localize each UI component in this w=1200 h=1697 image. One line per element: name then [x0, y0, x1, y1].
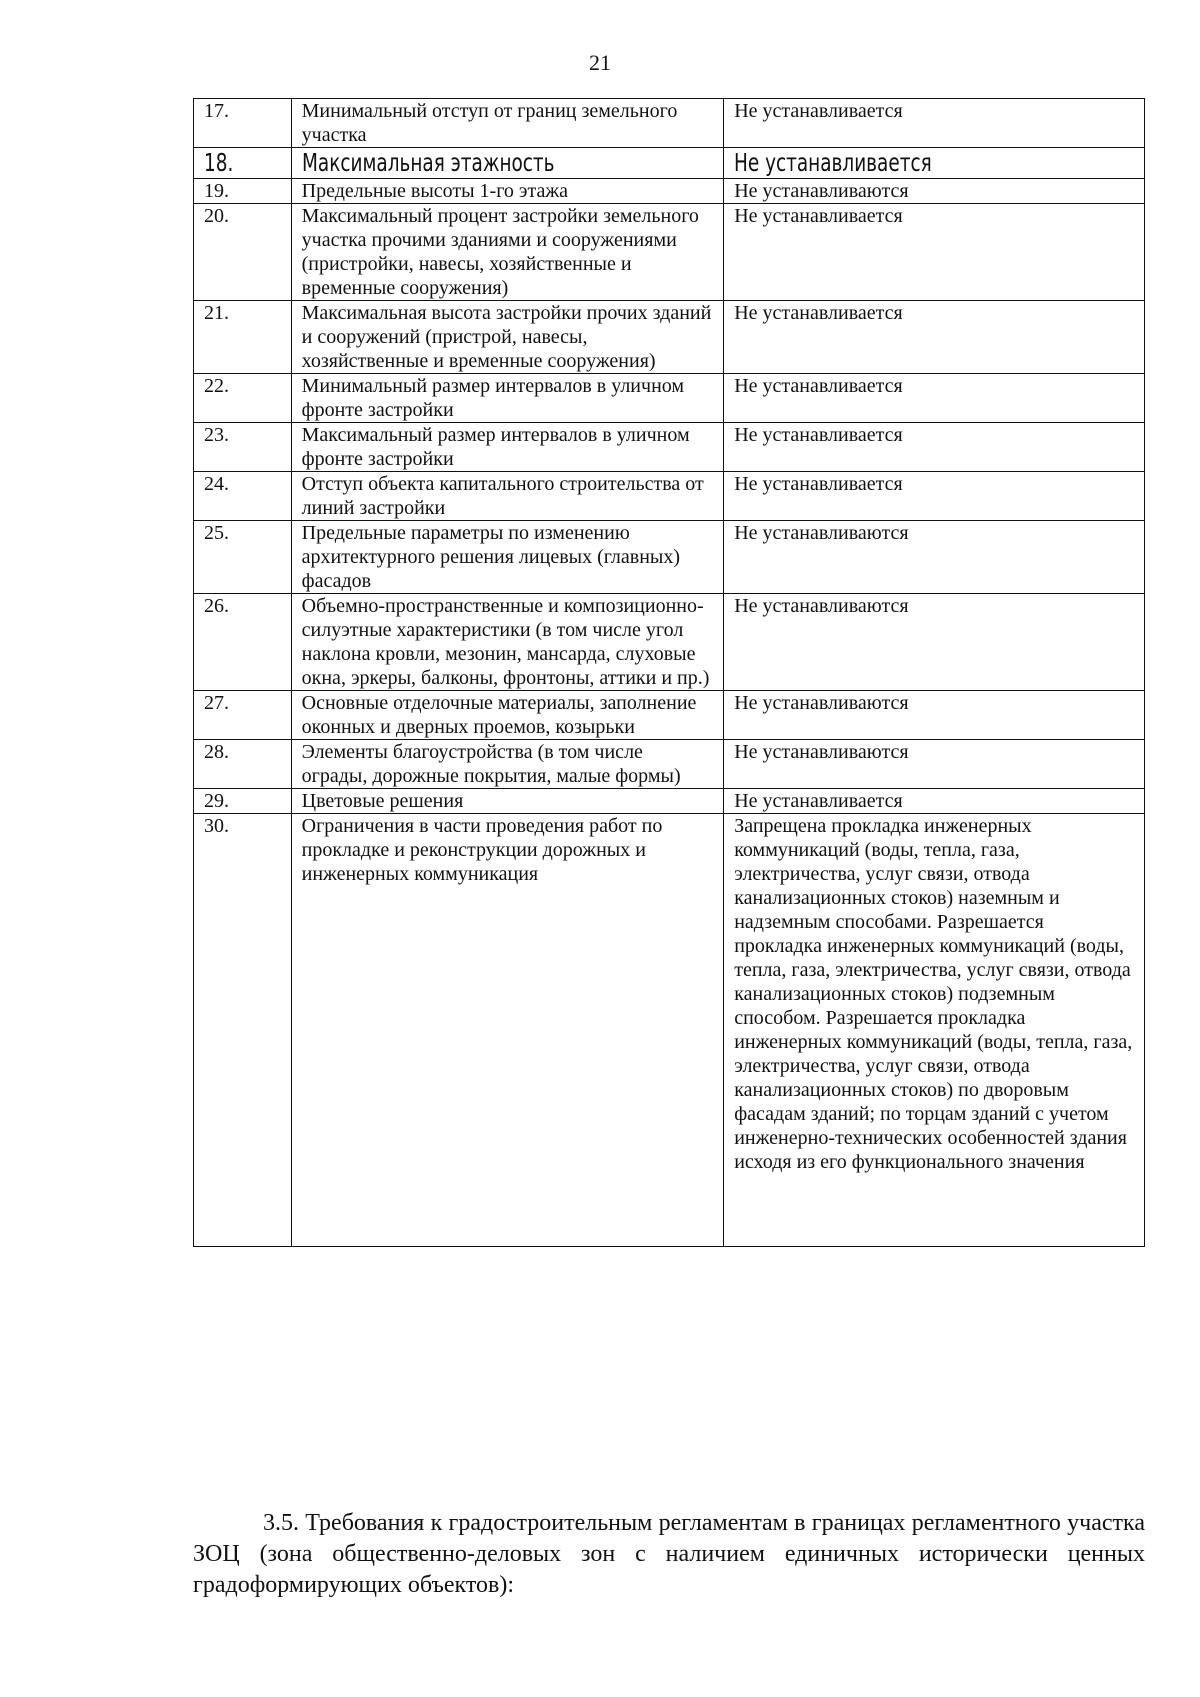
- row-number: 28.: [194, 740, 292, 789]
- row-number: 18.: [204, 148, 234, 177]
- row-value: Не устанавливается: [724, 789, 1145, 814]
- table-row: [194, 148, 1145, 179]
- row-number: 27.: [194, 691, 292, 740]
- row-number: 21.: [194, 301, 292, 374]
- row-parameter: Отступ объекта капитального строительства от линий застройки: [291, 472, 724, 521]
- row-parameter: Ограничения в части проведения работ по прокладке и реконструкции дорожных и инженерных коммуникация: [291, 814, 724, 1247]
- row-number: 17.: [194, 99, 292, 148]
- row-parameter: Цветовые решения: [291, 789, 724, 814]
- table-row: [194, 472, 1145, 521]
- row-value: Не устанавливаются: [724, 521, 1145, 594]
- row-parameter: Предельные высоты 1-го этажа: [291, 179, 724, 204]
- row-value: Не устанавливается: [724, 374, 1145, 423]
- row-value: Не устанавливается: [724, 472, 1145, 521]
- table-row: [194, 789, 1145, 814]
- row-parameter: Элементы благоустройства (в том числе ограды, дорожные покрытия, малые формы): [291, 740, 724, 789]
- row-value: Не устанавливаются: [724, 594, 1145, 691]
- row-value: Запрещена прокладка инженерных коммуникаций (воды, тепла, газа, электричества, услуг связи, отвода канализационных стоков) наземным и надземным способами. Разрешается прокладка инженерных коммуникаций (воды, тепла, газа, электричества, услуг связи, отвода канализационных стоков) подземным способом. Разрешается прокладка инженерных коммуникаций (воды, тепла, газа, электричества, услуг связи, отвода канализационных стоков) по дворовым фасадам зданий; по торцам зданий с учетом инженерно-технических особенностей здания исходя из его функционального значения: [724, 814, 1145, 1247]
- row-parameter: Максимальная высота застройки прочих зданий и сооружений (пристрой, навесы, хозяйственные и временные сооружения): [291, 301, 724, 374]
- row-value: Не устанавливается: [724, 301, 1145, 374]
- row-value: Не устанавливается: [724, 423, 1145, 472]
- row-parameter: Максимальная этажность: [301, 148, 555, 177]
- table-row: [194, 204, 1145, 301]
- table-row: [194, 179, 1145, 204]
- row-parameter: Основные отделочные материалы, заполнение оконных и дверных проемов, козырьки: [291, 691, 724, 740]
- table-row: [194, 814, 1145, 1247]
- table-row: [194, 594, 1145, 691]
- table-row: [194, 423, 1145, 472]
- regulations-table: [193, 98, 1145, 1247]
- row-parameter: Минимальный размер интервалов в уличном фронте застройки: [291, 374, 724, 423]
- row-parameter: Максимальный размер интервалов в уличном фронте застройки: [291, 423, 724, 472]
- row-value: Не устанавливается: [724, 99, 1145, 148]
- row-parameter: Минимальный отступ от границ земельного участка: [291, 99, 724, 148]
- row-number: 19.: [194, 179, 292, 204]
- table-row: [194, 691, 1145, 740]
- row-parameter: Максимальный процент застройки земельного участка прочими зданиями и сооружениями (пристройки, навесы, хозяйственные и временные сооружения): [291, 204, 724, 301]
- row-number: 29.: [194, 789, 292, 814]
- row-parameter: Объемно-пространственные и композиционно-силуэтные характеристики (в том числе угол наклона кровли, мезонин, мансарда, слуховые окна, эркеры, балконы, фронтоны, аттики и пр.): [291, 594, 724, 691]
- row-number: 20.: [194, 204, 292, 301]
- row-parameter: Предельные параметры по изменению архитектурного решения лицевых (главных) фасадов: [291, 521, 724, 594]
- row-value: Не устанавливается: [724, 204, 1145, 301]
- row-number: 22.: [194, 374, 292, 423]
- row-number: 25.: [194, 521, 292, 594]
- table-row: [194, 521, 1145, 594]
- table-row: [194, 740, 1145, 789]
- row-value: Не устанавливаются: [724, 691, 1145, 740]
- row-number: 30.: [194, 814, 292, 1247]
- row-value: Не устанавливается: [734, 148, 932, 177]
- row-number: 26.: [194, 594, 292, 691]
- row-value: Не устанавливаются: [724, 179, 1145, 204]
- section-paragraph: 3.5. Требования к градостроительным регламентам в границах регламентного участка ЗОЦ (зона общественно-деловых зон с наличием единичных исторически ценных градоформирующих объектов):: [193, 1510, 1145, 1598]
- row-value: Не устанавливаются: [724, 740, 1145, 789]
- table-row: [194, 374, 1145, 423]
- table-row: [194, 301, 1145, 374]
- page-number: 21: [589, 50, 611, 75]
- row-number: 23.: [194, 423, 292, 472]
- row-number: 24.: [194, 472, 292, 521]
- table-row: [194, 99, 1145, 148]
